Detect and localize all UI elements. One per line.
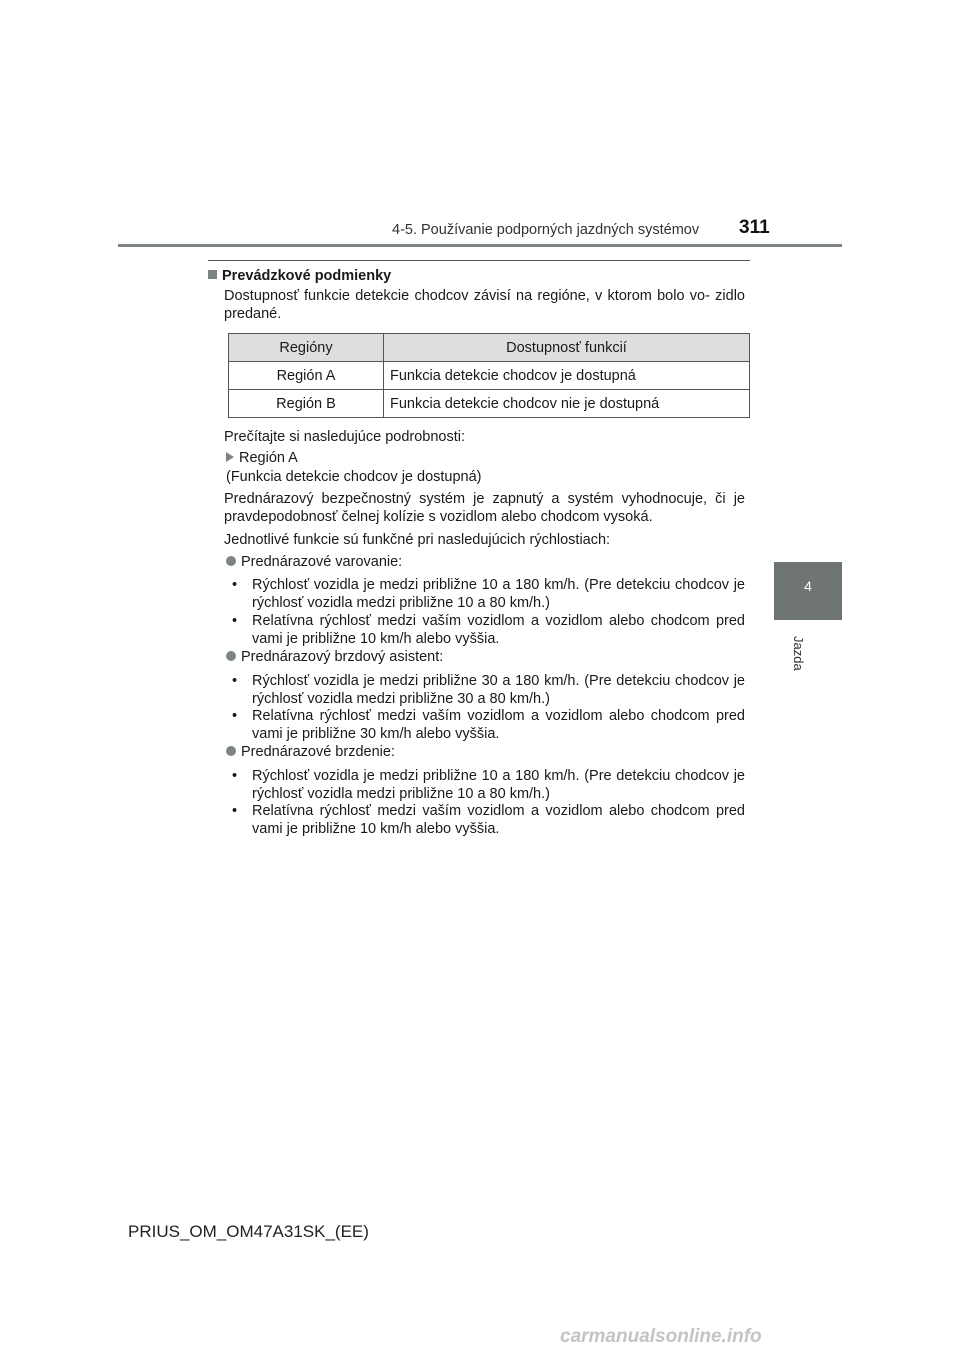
triangle-bullet-icon <box>226 452 234 462</box>
feature-bullet <box>232 576 745 612</box>
table-cell: Región B <box>229 390 384 418</box>
section-heading-text: Prevádzkové podmienky <box>222 268 392 284</box>
table-cell: Funkcia detekcie chodcov nie je dostupná <box>384 390 750 418</box>
system-paragraph: Prednárazový bezpečnostný systém je zapnutý a systém vyhodnocuje, či je pravdepodobnosť čelnej kolízie s vozidlom alebo chodcom vysoká. <box>224 491 745 525</box>
feature-bullet <box>232 707 745 743</box>
read-more-text: Prečítajte si nasledujúce podrobnosti: <box>224 429 466 445</box>
table-header-cell: Regióny <box>229 334 384 362</box>
feature-bullet-text: Relatívna rýchlosť medzi vaším vozidlom a vozidlom alebo chodcom pred vami je približne 10 km/h alebo vyššia. <box>252 613 745 647</box>
table-row <box>229 362 750 390</box>
section-heading <box>208 268 391 284</box>
chapter-number: 4 <box>804 578 812 594</box>
circle-bullet-icon <box>226 651 236 661</box>
bullet-mark: • <box>232 673 238 689</box>
region-table <box>228 333 750 418</box>
feature-bullet <box>232 802 745 838</box>
table-cell: Funkcia detekcie chodcov je dostupná <box>384 362 750 390</box>
table-header-cell: Dostupnosť funkcií <box>384 334 750 362</box>
region-item-title: Región A <box>239 450 298 466</box>
feature-bullet <box>232 612 745 648</box>
bullet-mark: • <box>232 803 238 819</box>
feature-bullet-text: Rýchlosť vozidla je medzi približne 10 a 180 km/h. (Pre detekciu chodcov je rýchlosť vozidla medzi približne 10 a 80 km/h.) <box>252 768 745 802</box>
bullet-mark: • <box>232 708 238 724</box>
feature-bullet-text: Relatívna rýchlosť medzi vaším vozidlom a vozidlom alebo chodcom pred vami je približne 30 km/h alebo vyššia. <box>252 708 745 742</box>
watermark: carmanualsonline.info <box>560 1326 762 1347</box>
square-bullet-icon <box>208 270 217 279</box>
feature-item <box>226 744 395 760</box>
table-row <box>229 390 750 418</box>
header-rule <box>118 244 842 247</box>
chapter-label: Jazda <box>791 636 806 671</box>
circle-bullet-icon <box>226 556 236 566</box>
bullet-mark: • <box>232 768 238 784</box>
region-item <box>226 450 298 466</box>
feature-item <box>226 554 402 570</box>
feature-bullet-text: Relatívna rýchlosť medzi vaším vozidlom a vozidlom alebo chodcom pred vami je približne 10 km/h alebo vyššia. <box>252 803 745 837</box>
bullet-mark: • <box>232 577 238 593</box>
feature-bullet <box>232 672 745 708</box>
region-item-note: (Funkcia detekcie chodcov je dostupná) <box>226 469 482 485</box>
intro-paragraph: Dostupnosť funkcie detekcie chodcov závisí na regióne, v ktorom bolo vo- zidlo predané. <box>224 288 745 322</box>
feature-title: Prednárazové brzdenie: <box>241 744 395 760</box>
document-code: PRIUS_OM_OM47A31SK_(EE) <box>128 1222 369 1241</box>
feature-title: Prednárazové varovanie: <box>241 554 403 570</box>
feature-title: Prednárazový brzdový asistent: <box>241 649 444 665</box>
feature-bullet-text: Rýchlosť vozidla je medzi približne 30 a 180 km/h. (Pre detekciu chodcov je rýchlosť vozidla medzi približne 30 a 80 km/h.) <box>252 673 745 707</box>
feature-item <box>226 649 443 665</box>
bullet-mark: • <box>232 613 238 629</box>
feature-bullet <box>232 767 745 803</box>
page-number: 311 <box>739 217 770 238</box>
section-title: 4-5. Používanie podporných jazdných systémov <box>392 222 700 238</box>
circle-bullet-icon <box>226 746 236 756</box>
table-cell: Región A <box>229 362 384 390</box>
feature-bullet-text: Rýchlosť vozidla je medzi približne 10 a 180 km/h. (Pre detekciu chodcov je rýchlosť vozidla medzi približne 10 a 80 km/h.) <box>252 577 745 611</box>
speeds-paragraph: Jednotlivé funkcie sú funkčné pri nasledujúcich rýchlostiach: <box>224 532 611 548</box>
chapter-label-wrapper <box>776 636 836 676</box>
section-rule <box>208 260 750 261</box>
table-header-row <box>229 334 750 362</box>
